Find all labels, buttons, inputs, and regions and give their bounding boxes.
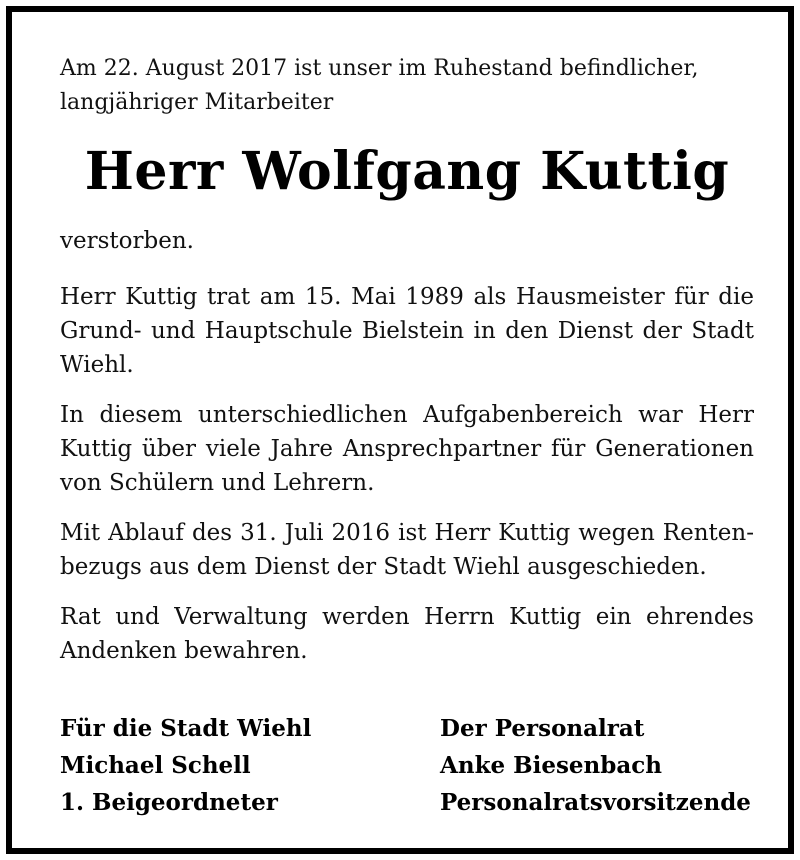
signature-city-org: Für die Stadt Wiehl [60,715,312,742]
intro-line-1: Am 22. August 2017 ist unser im Ruhestand befindlicher, [60,56,699,81]
signature-council [440,710,751,821]
paragraph-role: In diesem unterschiedlichen Aufgabenbereich war Herr Kuttig über viele Jahre Ansprechpartner für Generationen von Schülern und Lehrern. [60,402,754,496]
paragraph-remembrance: Rat und Verwaltung werden Herrn Kuttig ein ehrendes Andenken bewahren. [60,604,754,664]
paragraph-retirement: Mit Ablauf des 31. Juli 2016 ist Herr Kuttig wegen Renten-bezugs aus dem Dienst der Stadt Wiehl ausgeschieden. [60,520,754,580]
signature-council-name: Anke Biesenbach [440,752,662,779]
signature-council-title: Personalratsvorsitzende [440,789,751,816]
intro-text [60,52,754,120]
signature-city [60,710,440,821]
deceased-name: Herr Wolfgang Kuttig [84,141,730,202]
signature-block [60,710,754,821]
signature-council-org: Der Personalrat [440,715,645,742]
notice-body [60,52,754,668]
paragraph-career: Herr Kuttig trat am 15. Mai 1989 als Hausmeister für die Grund- und Hauptschule Bielstein in den Dienst der Stadt Wiehl. [60,284,754,378]
obituary-notice [6,6,794,854]
signature-city-name: Michael Schell [60,752,251,779]
intro-line-2: langjähriger Mitarbeiter [60,90,334,115]
deceased-statement: verstorben. [60,228,194,254]
signature-city-title: 1. Beigeordneter [60,789,278,816]
